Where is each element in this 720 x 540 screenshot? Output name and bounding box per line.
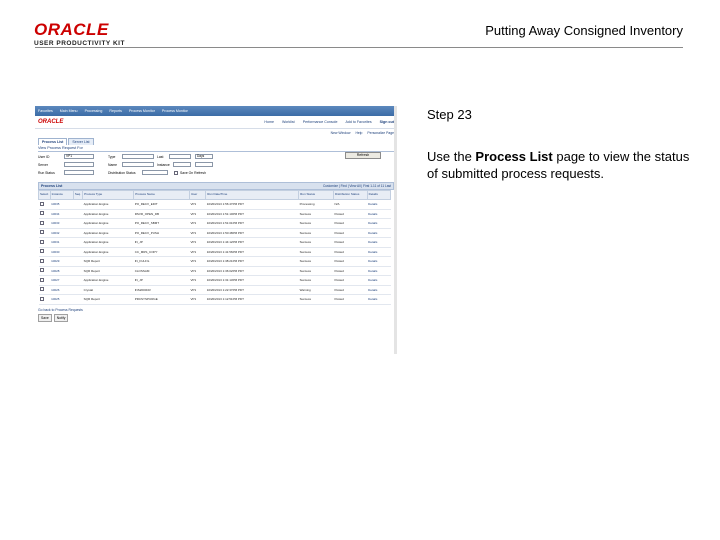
run-datetime-cell: 10/20/2013 1:51:01PM PDT (206, 219, 299, 229)
instruction-text-pre: Use the (427, 149, 476, 164)
select-cell (39, 295, 51, 305)
distribution-status-cell: Posted (333, 228, 367, 238)
run-datetime-cell: 10/20/2013 1:38:21PM PDT (206, 257, 299, 267)
worklist-link[interactable]: Worklist (281, 120, 295, 124)
table-row (39, 257, 391, 267)
table-row (39, 285, 391, 295)
details-link[interactable]: Details (367, 238, 390, 248)
details-link[interactable]: Details (367, 200, 390, 210)
seq-cell (73, 257, 82, 267)
column-header[interactable]: Details (367, 191, 390, 200)
table-row (39, 219, 391, 229)
instance-cell[interactable]: 10031 (50, 238, 73, 248)
run-status-cell: Success (299, 238, 334, 248)
row-select-checkbox[interactable] (40, 221, 44, 225)
seq-cell (73, 295, 82, 305)
vertical-scrollbar[interactable] (394, 106, 397, 354)
page-title: Putting Away Consigned Inventory (485, 23, 683, 38)
run-datetime-cell: 10/20/2013 1:31:13PM PDT (206, 276, 299, 286)
grid-navigation[interactable]: Customize | Find | View All | First 1-11 of 11 Last (322, 184, 391, 188)
distribution-status-cell: Posted (333, 266, 367, 276)
column-header[interactable]: Distribution Status (333, 191, 367, 200)
home-link[interactable]: Home (264, 120, 274, 124)
run-datetime-cell: 10/20/2013 1:50:48PM PDT (206, 228, 299, 238)
user-cell: VP1 (189, 209, 205, 219)
type-select[interactable] (122, 154, 154, 159)
distribution-status-cell: Posted (333, 238, 367, 248)
new-window-link[interactable]: New Window (330, 131, 351, 135)
tab-server-list[interactable]: Server List (68, 138, 93, 145)
instruction-page-name: Process List (475, 149, 553, 164)
last-input[interactable] (169, 154, 191, 159)
row-select-checkbox[interactable] (40, 240, 44, 244)
seq-cell (73, 209, 82, 219)
step-instruction (427, 148, 692, 182)
notify-button[interactable]: Notify (54, 314, 69, 322)
last-unit-select[interactable]: Days (195, 154, 213, 159)
details-link[interactable]: Details (367, 219, 390, 229)
seq-cell (73, 219, 82, 229)
distribution-status-cell: Posted (333, 219, 367, 229)
column-header[interactable]: Process Name (134, 191, 190, 200)
distribution-status-cell: N/A (333, 200, 367, 210)
server-label: Server (38, 162, 48, 167)
run-status-select[interactable] (64, 170, 94, 175)
distribution-status-cell: Posted (333, 285, 367, 295)
tab-process-list[interactable]: Process List (38, 138, 67, 145)
row-select-checkbox[interactable] (40, 211, 44, 215)
row-select-checkbox[interactable] (40, 259, 44, 263)
refresh-button[interactable]: Refresh (345, 152, 381, 159)
menu-bar (35, 106, 397, 116)
run-status-cell: Success (299, 219, 334, 229)
table-row (39, 295, 391, 305)
seq-cell (73, 266, 82, 276)
process-list-grid-header (38, 182, 394, 190)
details-link[interactable]: Details (367, 266, 390, 276)
distribution-status-cell: Posted (333, 209, 367, 219)
process-name-cell: PRCSYSPURGE (134, 295, 190, 305)
seq-cell (73, 285, 82, 295)
instance-to-input[interactable] (195, 162, 213, 167)
table-row (39, 209, 391, 219)
select-cell (39, 200, 51, 210)
process-type-cell: SQR Report (83, 266, 134, 276)
sign-out-link[interactable]: Sign out (379, 120, 394, 124)
select-cell (39, 247, 51, 257)
process-name-cell: IN_JP (134, 276, 190, 286)
nav-favorites[interactable]: Favorites (38, 109, 53, 113)
top-links (256, 120, 394, 124)
page-tabs (35, 137, 397, 145)
instruction-text-post: page to view the status of submitted process requests. (427, 149, 690, 181)
column-header[interactable]: User (189, 191, 205, 200)
user-cell: VP1 (189, 276, 205, 286)
select-cell (39, 238, 51, 248)
select-cell (39, 285, 51, 295)
process-name-cell: PO_RECV_SBMT (134, 219, 190, 229)
process-list-table (38, 190, 391, 305)
run-datetime-cell: 10/20/2013 1:12:51PM PDT (206, 295, 299, 305)
instance-label: Instance (157, 162, 170, 167)
row-select-checkbox[interactable] (40, 268, 44, 272)
distribution-status-cell: Posted (333, 247, 367, 257)
instance-cell[interactable]: 10026 (50, 285, 73, 295)
process-type-cell: SQR Report (83, 257, 134, 267)
instance-cell[interactable]: 10029 (50, 257, 73, 267)
table-header-row (39, 191, 391, 200)
criteria-section-title: View Process Request For (38, 146, 394, 152)
instance-cell[interactable]: 10034 (50, 209, 73, 219)
table-row (39, 200, 391, 210)
run-status-cell: Success (299, 247, 334, 257)
run-status-cell: Warning (299, 285, 334, 295)
nav-reports[interactable]: Reports (109, 109, 122, 113)
logo-wordmark: ORACLE (34, 20, 109, 39)
user-id-label: User ID (38, 154, 50, 159)
process-name-cell: PO_RECV_PUSH (134, 228, 190, 238)
select-cell (39, 219, 51, 229)
run-status-cell: Success (299, 209, 334, 219)
criteria-panel (38, 152, 394, 182)
help-link[interactable]: Help (355, 131, 363, 135)
table-row (39, 266, 391, 276)
table-row (39, 247, 391, 257)
seq-cell (73, 238, 82, 248)
distribution-status-cell: Posted (333, 257, 367, 267)
run-status-label: Run Status (38, 170, 55, 175)
go-back-link[interactable]: Go back to Process Requests (38, 307, 83, 312)
server-select[interactable] (64, 162, 94, 167)
details-link[interactable]: Details (367, 257, 390, 267)
grid-title: Process List (41, 184, 63, 188)
row-select-checkbox[interactable] (40, 230, 44, 234)
details-link[interactable]: Details (367, 285, 390, 295)
save-button[interactable]: Save (38, 314, 52, 322)
seq-cell (73, 200, 82, 210)
process-type-cell: Application Engine (83, 219, 134, 229)
distribution-status-label: Distribution Status (108, 170, 136, 175)
brand-bar (35, 116, 397, 129)
user-cell: VP1 (189, 266, 205, 276)
process-type-cell: Application Engine (83, 200, 134, 210)
row-select-checkbox[interactable] (40, 287, 44, 291)
details-link[interactable]: Details (367, 247, 390, 257)
oracle-upk-logo (34, 22, 154, 48)
personalize-page-link[interactable]: Personalize Page (367, 131, 394, 135)
user-cell: VP1 (189, 219, 205, 229)
instance-cell[interactable]: 10030 (50, 247, 73, 257)
process-type-cell: Application Engine (83, 238, 134, 248)
seq-cell (73, 247, 82, 257)
column-header[interactable]: Select (39, 191, 51, 200)
table-row (39, 238, 391, 248)
table-row (39, 276, 391, 286)
process-name-cell: PO_RECV_EDIT (134, 200, 190, 210)
user-cell: VP1 (189, 228, 205, 238)
nav-processing[interactable]: Processing (84, 109, 103, 113)
type-label: Type (108, 154, 116, 159)
select-cell (39, 276, 51, 286)
process-type-cell: Application Engine (83, 276, 134, 286)
details-link[interactable]: Details (367, 295, 390, 305)
select-cell (39, 228, 51, 238)
nav-process-monitor[interactable]: Process Monitor (128, 109, 155, 113)
table-row (39, 228, 391, 238)
user-id-input[interactable]: VP1 (64, 154, 94, 159)
utility-links (35, 129, 397, 137)
distribution-status-cell: Posted (333, 295, 367, 305)
header-divider (35, 47, 683, 48)
logo-subtitle: USER PRODUCTIVITY KIT (34, 40, 125, 47)
run-status-cell: Success (299, 257, 334, 267)
process-name-cell: IN_FULFIL (134, 257, 190, 267)
column-header[interactable]: Seq. (73, 191, 82, 200)
run-datetime-cell: 10/20/2013 1:44:12PM PDT (206, 238, 299, 248)
run-status-cell: Success (299, 228, 334, 238)
column-header[interactable]: Run Status (299, 191, 334, 200)
user-cell: VP1 (189, 238, 205, 248)
instance-from-input[interactable] (173, 162, 191, 167)
nav-main-menu[interactable]: Main Menu (59, 109, 78, 113)
instance-cell[interactable]: 10035 (50, 200, 73, 210)
brand-logo: ORACLE (38, 119, 64, 125)
run-datetime-cell: 10/20/2013 1:51:10PM PDT (206, 209, 299, 219)
run-status-cell: Processing (299, 200, 334, 210)
process-name-cell: INS2000CR (134, 285, 190, 295)
instance-cell[interactable]: 10028 (50, 266, 73, 276)
process-type-cell: Application Engine (83, 209, 134, 219)
performance-console-link[interactable]: Performance Console (302, 120, 338, 124)
page-buttons (38, 314, 394, 322)
details-link[interactable]: Details (367, 276, 390, 286)
name-input[interactable] (122, 162, 154, 167)
column-header[interactable]: Process Type (83, 191, 134, 200)
row-select-checkbox[interactable] (40, 249, 44, 253)
user-cell: VP1 (189, 285, 205, 295)
row-select-checkbox[interactable] (40, 202, 44, 206)
seq-cell (73, 276, 82, 286)
application-screenshot (35, 106, 397, 354)
select-cell (39, 257, 51, 267)
last-label: Last (157, 154, 164, 159)
instance-cell[interactable]: 10027 (50, 276, 73, 286)
process-name-cell: IN_JP (134, 238, 190, 248)
process-name-cell: CLOSSAM (134, 266, 190, 276)
details-link[interactable]: Details (367, 228, 390, 238)
name-label: Name (108, 162, 118, 167)
column-header[interactable]: Instance (50, 191, 73, 200)
nav-process-monitor-current[interactable]: Process Monitor (161, 109, 188, 113)
instance-cell[interactable]: 10033 (50, 219, 73, 229)
run-datetime-cell: 10/20/2013 1:22:37PM PDT (206, 285, 299, 295)
save-on-refresh-checkbox[interactable] (174, 171, 178, 175)
run-status-cell: Success (299, 276, 334, 286)
distribution-status-select[interactable] (142, 170, 168, 175)
run-datetime-cell: 10/20/2013 1:41:56PM PDT (206, 247, 299, 257)
user-cell: VP1 (189, 257, 205, 267)
step-number: Step 23 (427, 107, 472, 122)
select-cell (39, 209, 51, 219)
row-select-checkbox[interactable] (40, 297, 44, 301)
process-type-cell: Crystal (83, 285, 134, 295)
column-header[interactable]: Run Date/Time (206, 191, 299, 200)
instance-cell[interactable]: 10025 (50, 295, 73, 305)
distribution-status-cell: Posted (333, 276, 367, 286)
seq-cell (73, 228, 82, 238)
run-status-cell: Success (299, 266, 334, 276)
process-type-cell: SQR Report (83, 295, 134, 305)
process-type-cell: Application Engine (83, 247, 134, 257)
run-datetime-cell: 10/20/2013 1:56:47PM PDT (206, 200, 299, 210)
save-on-refresh-label: Save On Refresh (180, 170, 207, 175)
user-cell: VP1 (189, 200, 205, 210)
run-status-cell: Success (299, 295, 334, 305)
row-select-checkbox[interactable] (40, 278, 44, 282)
user-cell: VP1 (189, 295, 205, 305)
instance-cell[interactable]: 10032 (50, 228, 73, 238)
user-cell: VP1 (189, 247, 205, 257)
process-name-cell: RSVR_OPEN_DB (134, 209, 190, 219)
run-datetime-cell: 10/20/2013 1:36:02PM PDT (206, 266, 299, 276)
process-type-cell: Application Engine (83, 228, 134, 238)
process-name-cell: CC_MRS_COPY (134, 247, 190, 257)
details-link[interactable]: Details (367, 209, 390, 219)
select-cell (39, 266, 51, 276)
add-to-favorites-link[interactable]: Add to Favorites (345, 120, 372, 124)
